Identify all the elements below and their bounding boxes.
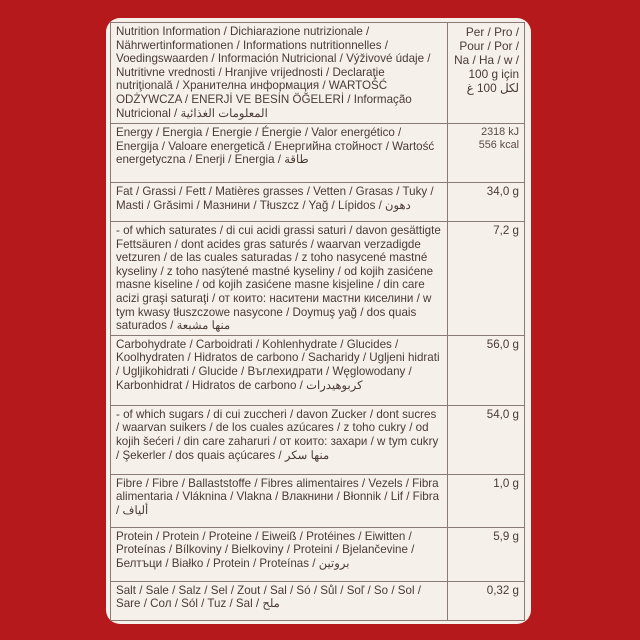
header-per-100g: Per / Pro / Pour / Por / Na / Ha / w / 100 g için لكل 100 غ — [448, 23, 525, 124]
table-row-sugars — [111, 405, 525, 474]
row-value-carbohydrate: 56,0 g — [448, 335, 525, 405]
row-value-saturates: 7,2 g — [448, 222, 525, 336]
row-value-fat: 34,0 g — [448, 183, 525, 222]
row-value-sugars: 54,0 g — [448, 405, 525, 474]
row-value-salt: 0,32 g — [448, 581, 525, 620]
row-label-energy: Energy / Energia / Energie / Énergie / Valor energético / Energija / Valoare energetică / Енергийна стойност / Wartość energetyczna / Enerji / Energia / طاقة — [111, 124, 448, 183]
energy-kj: 2318 kJ — [481, 126, 519, 138]
table-row-energy — [111, 124, 525, 183]
row-label-carbohydrate: Carbohydrate / Carboidrati / Kohlenhydrate / Glucides / Koolhydraten / Hidratos de carbono / Sacharidy / Ugljeni hidrati / Ugljikohidrati / Glucide / Въглехидрати / Węglowodany / Karbonhidrat / Hidratos de carbono / كربوهيدرات — [111, 335, 448, 405]
nutrition-table — [110, 22, 525, 621]
table-row-fibre — [111, 474, 525, 527]
table-row-carbohydrate — [111, 335, 525, 405]
table-row-saturates — [111, 222, 525, 336]
row-label-salt: Salt / Sale / Salz / Sel / Zout / Sal / Só / Sůl / Soľ / So / Sol / Sare / Сол / Sól / Tuz / Sal / ملح — [111, 581, 448, 620]
table-header-row — [111, 23, 525, 124]
row-label-sugars: - of which sugars / di cui zuccheri / davon Zucker / dont sucres / waarvan suikers / de los cuales azúcares / z toho cukry / od kojih šećeri / din care zaharuri / от които: захари / w tym cukry / Şekerler / dos quais açúcares / منها سكر — [111, 405, 448, 474]
row-label-fat: Fat / Grassi / Fett / Matières grasses / Vetten / Grasas / Tuky / Masti / Grăsimi / Мазнини / Tłuszcz / Yağ / Lípidos / دهون — [111, 183, 448, 222]
table-row-salt — [111, 581, 525, 620]
row-label-saturates: - of which saturates / di cui acidi grassi saturi / davon gesättigte Fettsäuren / dont acides gras saturés / waarvan verzadigde vetzuren / de las cuales saturadas / z toho nasycené mastné kyseliny / z toho nasýtené mastné kyseliny / od kojih zasićene masne kiseline / od kojih zasićene masne kisjeline / din care acizi graşi saturaţi / от които: наситени мастни киселини / w tym kwasy tłuszczowe nasycone / Doymuş yağ / dos quais saturados / منها مشبعة — [111, 222, 448, 336]
row-label-fibre: Fibre / Fibre / Ballaststoffe / Fibres alimentaires / Vezels / Fibra alimentaria / Vláknina / Vlakna / Влакнини / Błonnik / Lif / Fibra / ألياف — [111, 474, 448, 527]
row-value-protein: 5,9 g — [448, 527, 525, 581]
table-row-fat — [111, 183, 525, 222]
row-value-fibre: 1,0 g — [448, 474, 525, 527]
row-label-protein: Protein / Protein / Proteine / Eiweiß / Protéines / Eiwitten / Proteínas / Bílkoviny / Bielkoviny / Proteini / Bjelančevine / Белтъци / Białko / Protein / Proteínas / بروتين — [111, 527, 448, 581]
table-row-protein — [111, 527, 525, 581]
header-label: Nutrition Information / Dichiarazione nutrizionale / Nährwertinformationen / Informations nutritionnelles / Voedingswaarden / Información Nutricional / Výživové údaje / Nutritivne vrednosti / Hranjive vrijednosti / Declaraţie nutriţională / Хранителна информация / WARTOŚĆ ODŻYWCZA / ENERJİ VE BESİN ÖĞELERİ / Informação Nutricional / المعلومات الغذائية — [111, 23, 448, 124]
energy-kcal: 556 kcal — [478, 138, 519, 151]
row-value-energy — [448, 124, 525, 183]
